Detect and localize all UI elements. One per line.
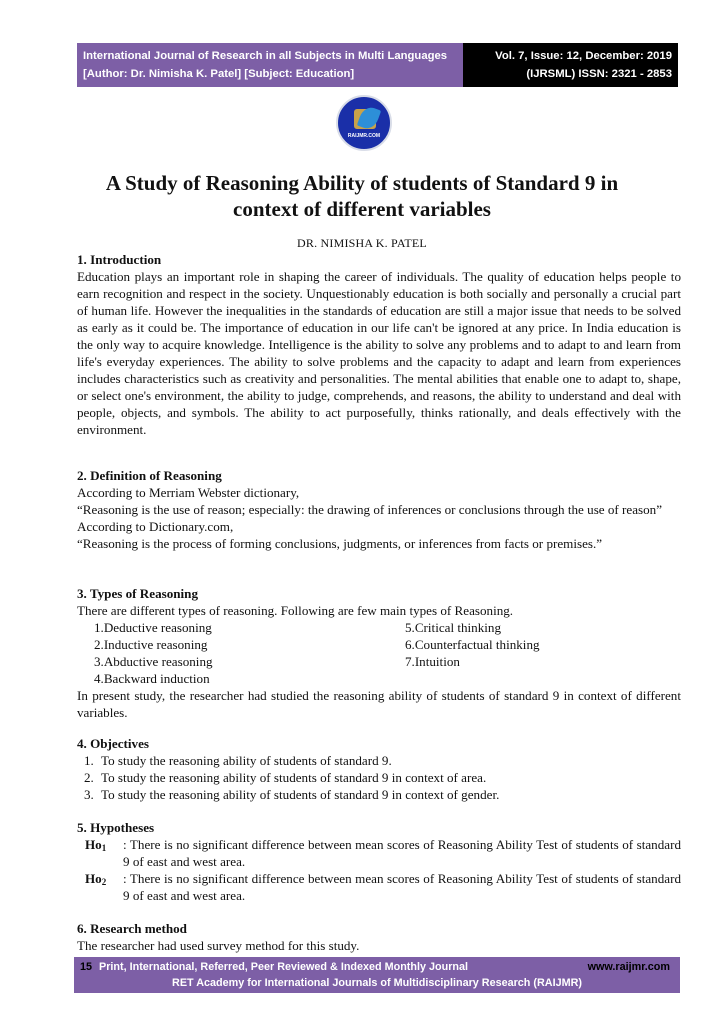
header-issue-info (463, 43, 678, 87)
section-body: The researcher had used survey method for this study. (77, 938, 360, 953)
author-subject: [Author: Dr. Nimisha K. Patel] [Subject: Education] (83, 68, 355, 80)
footer-publisher: RET Academy for International Journals of Multidisciplinary Research (RAIJMR) (172, 977, 582, 989)
section-research-method (77, 920, 681, 954)
issn: (IJRSML) ISSN: 2321 - 2853 (526, 68, 672, 80)
section-heading: 1. Introduction (77, 252, 162, 267)
logo-text: RAIJMR.COM (347, 133, 381, 139)
list-item (84, 786, 681, 803)
section-objectives (77, 735, 681, 803)
hypothesis-label-text: Ho (85, 871, 102, 886)
hypothesis-item (77, 836, 681, 870)
section-body: Education plays an important role in shaping the career of individuals. The quality of education helps people to earn recognition and respect in the society. Unquestionably education is both socially and personally a crucial part of human life. However the inequalities in the standards of education are still a major issue that needs to be solved as early as it could be. The importance of education in our life can't be ignored at any price. In India education is the only way to acquire knowledge. Intelligence is the ability to solve any problems and to adapt to and learn from life's everyday experiences. The ability to solve problems and the capacity to adapt and learn from experiences includes characteristics such as creativity and personalities. The mental abilities that enable one to adapt to, shape, or select one's environment, the ability to judge, comprehends, and reasons, the ability to understand and deal with people, objects, and symbols. The ability to act purposefully, thinks rationally, and deals effectively with the environment. (77, 269, 681, 437)
raijmr-logo-icon (336, 95, 392, 151)
journal-website-link[interactable]: www.raijmr.com (587, 961, 670, 973)
hypothesis-text: : There is no significant difference between mean scores of Reasoning Ability Test of students of standard 9 of east and west area. (123, 871, 681, 903)
quote-dictionary-com: “Reasoning is the process of forming conclusions, judgments, or inferences from facts or premises.” (77, 536, 603, 551)
section-heading: 4. Objectives (77, 736, 149, 751)
section-definition (77, 467, 681, 552)
journal-footer (74, 957, 680, 993)
quote-merriam-webster: “Reasoning is the use of reason; especially: the drawing of inferences or conclusions through the use of reason” (77, 502, 663, 517)
journal-name: International Journal of Research in all Subjects in Multi Languages (83, 50, 448, 62)
footer-journal-type: Print, International, Referred, Peer Reviewed & Indexed Monthly Journal (99, 961, 468, 973)
hypothesis-label-sub: 1 (101, 843, 107, 853)
section-introduction (77, 251, 681, 438)
list-text: To study the reasoning ability of students of standard 9 in context of gender. (101, 787, 500, 802)
hypothesis-text: : There is no significant difference between mean scores of Reasoning Ability Test of students of standard 9 of east and west area. (123, 837, 681, 869)
section-types (77, 585, 681, 721)
list-item: 6.Counterfactual thinking (405, 637, 540, 652)
section-hypotheses (77, 819, 681, 904)
list-number: 3. (84, 787, 94, 802)
hypothesis-label-text: Ho (85, 837, 102, 852)
paper-title (60, 170, 664, 222)
source-merriam-webster: According to Merriam Webster dictionary, (77, 485, 300, 500)
list-item (84, 752, 681, 769)
types-list (77, 619, 681, 687)
list-item: 4.Backward induction (94, 671, 210, 686)
list-item (84, 769, 681, 786)
hypothesis-label (85, 870, 123, 904)
title-line-2: context of different variables (233, 197, 491, 221)
section-heading: 2. Definition of Reasoning (77, 468, 222, 483)
list-item (405, 670, 681, 687)
list-number: 2. (84, 770, 94, 785)
objectives-list (77, 752, 681, 803)
list-item: 1.Deductive reasoning (94, 620, 212, 635)
hypothesis-item (77, 870, 681, 904)
section-heading: 5. Hypotheses (77, 820, 155, 835)
list-text: To study the reasoning ability of students of standard 9. (101, 753, 392, 768)
list-item: 7.Intuition (405, 654, 460, 669)
list-item: 5.Critical thinking (405, 620, 502, 635)
types-outro: In present study, the researcher had studied the reasoning ability of students of standard 9 in context of different variables. (77, 688, 681, 720)
section-heading: 6. Research method (77, 921, 187, 936)
journal-header (77, 43, 678, 87)
page-number: 15 (80, 961, 93, 973)
section-heading: 3. Types of Reasoning (77, 586, 199, 601)
hypothesis-label (85, 836, 123, 870)
paper-author: DR. NIMISHA K. PATEL (297, 236, 427, 250)
header-journal-info (77, 43, 463, 87)
list-item: 2.Inductive reasoning (94, 637, 208, 652)
source-dictionary-com: According to Dictionary.com, (77, 519, 234, 534)
volume-issue: Vol. 7, Issue: 12, December: 2019 (495, 50, 672, 62)
list-number: 1. (84, 753, 94, 768)
list-text: To study the reasoning ability of students of standard 9 in context of area. (101, 770, 487, 785)
list-item: 3.Abductive reasoning (94, 654, 213, 669)
types-intro: There are different types of reasoning. Following are few main types of Reasoning. (77, 603, 514, 618)
title-line-1: A Study of Reasoning Ability of students of Standard 9 in (105, 171, 619, 195)
hypothesis-label-sub: 2 (101, 877, 107, 887)
footer-line-1 (80, 960, 670, 975)
